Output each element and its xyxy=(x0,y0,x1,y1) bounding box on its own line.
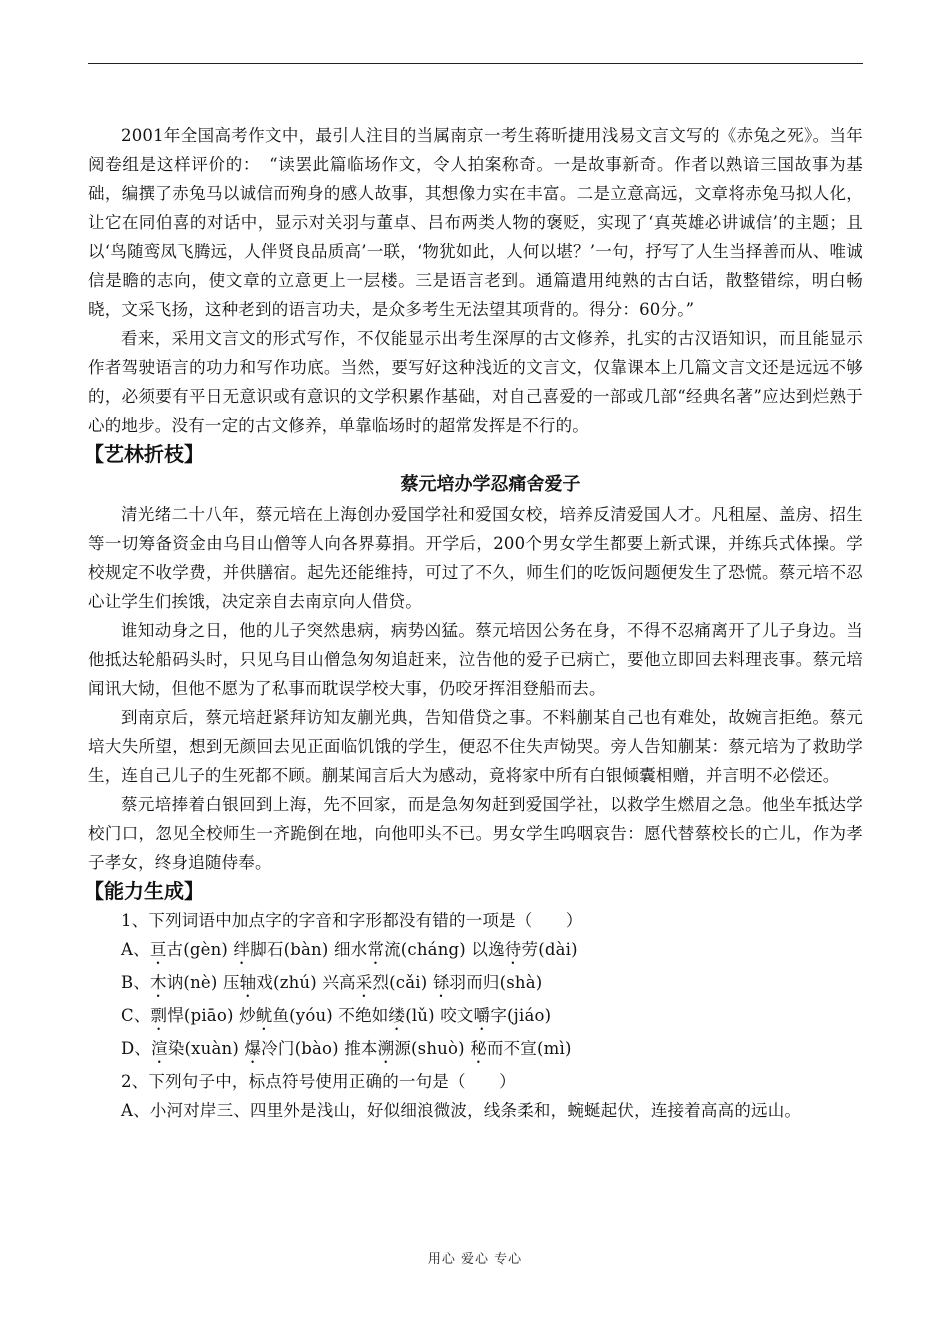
question-2-option-a: A、小河对岸三、四里外是浅山，好似细浪微波，线条柔和，蜿蜒起伏，连接着高高的远山。 xyxy=(121,1101,802,1120)
question-2-stem: 2、下列句子中，标点符号使用正确的一句是（ ） xyxy=(121,1072,516,1091)
question-1-stem: 1、下列词语中加点字的字音和字形都没有错的一项是（ ） xyxy=(121,911,583,930)
story-paragraph-4: 蔡元培捧着白银回到上海，先不回家，而是急匆匆赶到爱国学社，以救学生燃眉之急。他坐车抵达学校门口，忽见全校师生一齐跪倒在地，向他叩头不已。男女学生呜咽哀告：愿代替蔡校长的亡儿，作为孝子孝女，终身追随侍奉。 xyxy=(88,795,863,872)
intro-paragraph-1: 2001年全国高考作文中，最引人注目的当属南京一考生蒋昕捷用浅易文言文写的《赤兔之死》。当年阅卷组是这样评价的： “读罢此篇临场作文，令人拍案称奇。一是故事新奇。作者以熟谙三国故事为基础，编撰了赤兔马以诚信而殉身的感人故事，其想像力实在丰富。二是立意高远，文章将赤兔马拟人化，让它在同伯喜的对话中，显示对关羽与董卓、吕布两类人物的褒贬，实现了‘真英雄必讲诚信’的主题；且以‘鸟随鸾凤飞腾远，人伴贤良品质高’一联，‘物犹如此，人何以堪？’一句，抒写了人生当择善而从、唯诚信是瞻的志向，使文章的立意更上一层楼。三是语言老到。通篇遣用纯熟的古白话，散整错综，明白畅晓，文采飞扬，这种老到的语言功夫，是众多考生无法望其项背的。得分：60分。” xyxy=(88,126,863,319)
story-paragraph-3: 到南京后，蔡元培赶紧拜访知友蒯光典，告知借贷之事。不料蒯某自己也有难处，故婉言拒绝。蔡元培大失所望，想到无颜回去见正面临饥饿的学生，便忍不住失声恸哭。旁人告知蒯某：蔡元培为了救助学生，连自己儿子的生死都不顾。蒯某闻言后大为感动，竟将家中所有白银倾囊相赠，并言明不必偿还。 xyxy=(88,708,863,785)
page-footer: 用心 爱心 专心 xyxy=(427,1252,523,1267)
intro-paragraph-2: 看来，采用文言文的形式写作，不仅能显示出考生深厚的古文修养，扎实的古汉语知识，而且能显示作者驾驶语言的功力和写作功底。当然，要写好这种浅近的文言文，仅靠课本上几篇文言文还是远远不够的，必须要有平日无意识或有意识的文学积累作基础，对自己喜爱的一部或几部“经典名著”应达到烂熟于心的地步。没有一定的古文修养，单靠临场时的超常发挥是不行的。 xyxy=(88,329,863,435)
question-1-option-b: B、木讷(nè) 压轴戏(zhú) 兴高采烈(cǎi) 铩羽而归(shà) xyxy=(121,973,543,992)
document-body xyxy=(84,121,863,1125)
story-title: 蔡元培办学忍痛舍爱子 xyxy=(400,474,581,495)
story-paragraph-2: 谁知动身之日，他的儿子突然患病，病势凶猛。蔡元培因公务在身，不得不忍痛离开了儿子身边。当他抵达轮船码头时，只见乌目山僧急匆匆追赶来，泣告他的爱子已病亡，要他立即回去料理丧事。蔡元培闻讯大恸，但他不愿为了私事而耽误学校大事，仍咬牙挥泪登船而去。 xyxy=(88,621,863,698)
question-1-option-d: D、渲染(xuàn) 爆冷门(bào) 推本溯源(shuò) 秘而不宣(mì) xyxy=(121,1039,572,1058)
question-1-option-c: C、剽悍(piāo) 炒鱿鱼(yóu) 不绝如缕(lǔ) 咬文嚼字(jiáo) xyxy=(121,1006,552,1025)
question-1-option-a: A、亘古(gèn) 绊脚石(bàn) 细水常流(cháng) 以逸待劳(dài) xyxy=(121,940,578,959)
section-heading-nengli: 【能力生成】 xyxy=(84,879,204,903)
story-paragraph-1: 清光绪二十八年，蔡元培在上海创办爱国学社和爱国女校，培养反清爱国人才。凡租屋、盖房、招生等一切筹备资金由乌目山僧等人向各界募捐。开学后，200个男女学生都要上新式课，并练兵式体操。学校规定不收学费，并供膳宿。起先还能维持，可过了不久，师生们的吃饭问题便发生了恐慌。蔡元培不忍心让学生们挨饿，决定亲自去南京向人借贷。 xyxy=(88,505,863,611)
header-rule xyxy=(88,63,863,64)
section-heading-yilin: 【艺林折枝】 xyxy=(84,442,204,466)
